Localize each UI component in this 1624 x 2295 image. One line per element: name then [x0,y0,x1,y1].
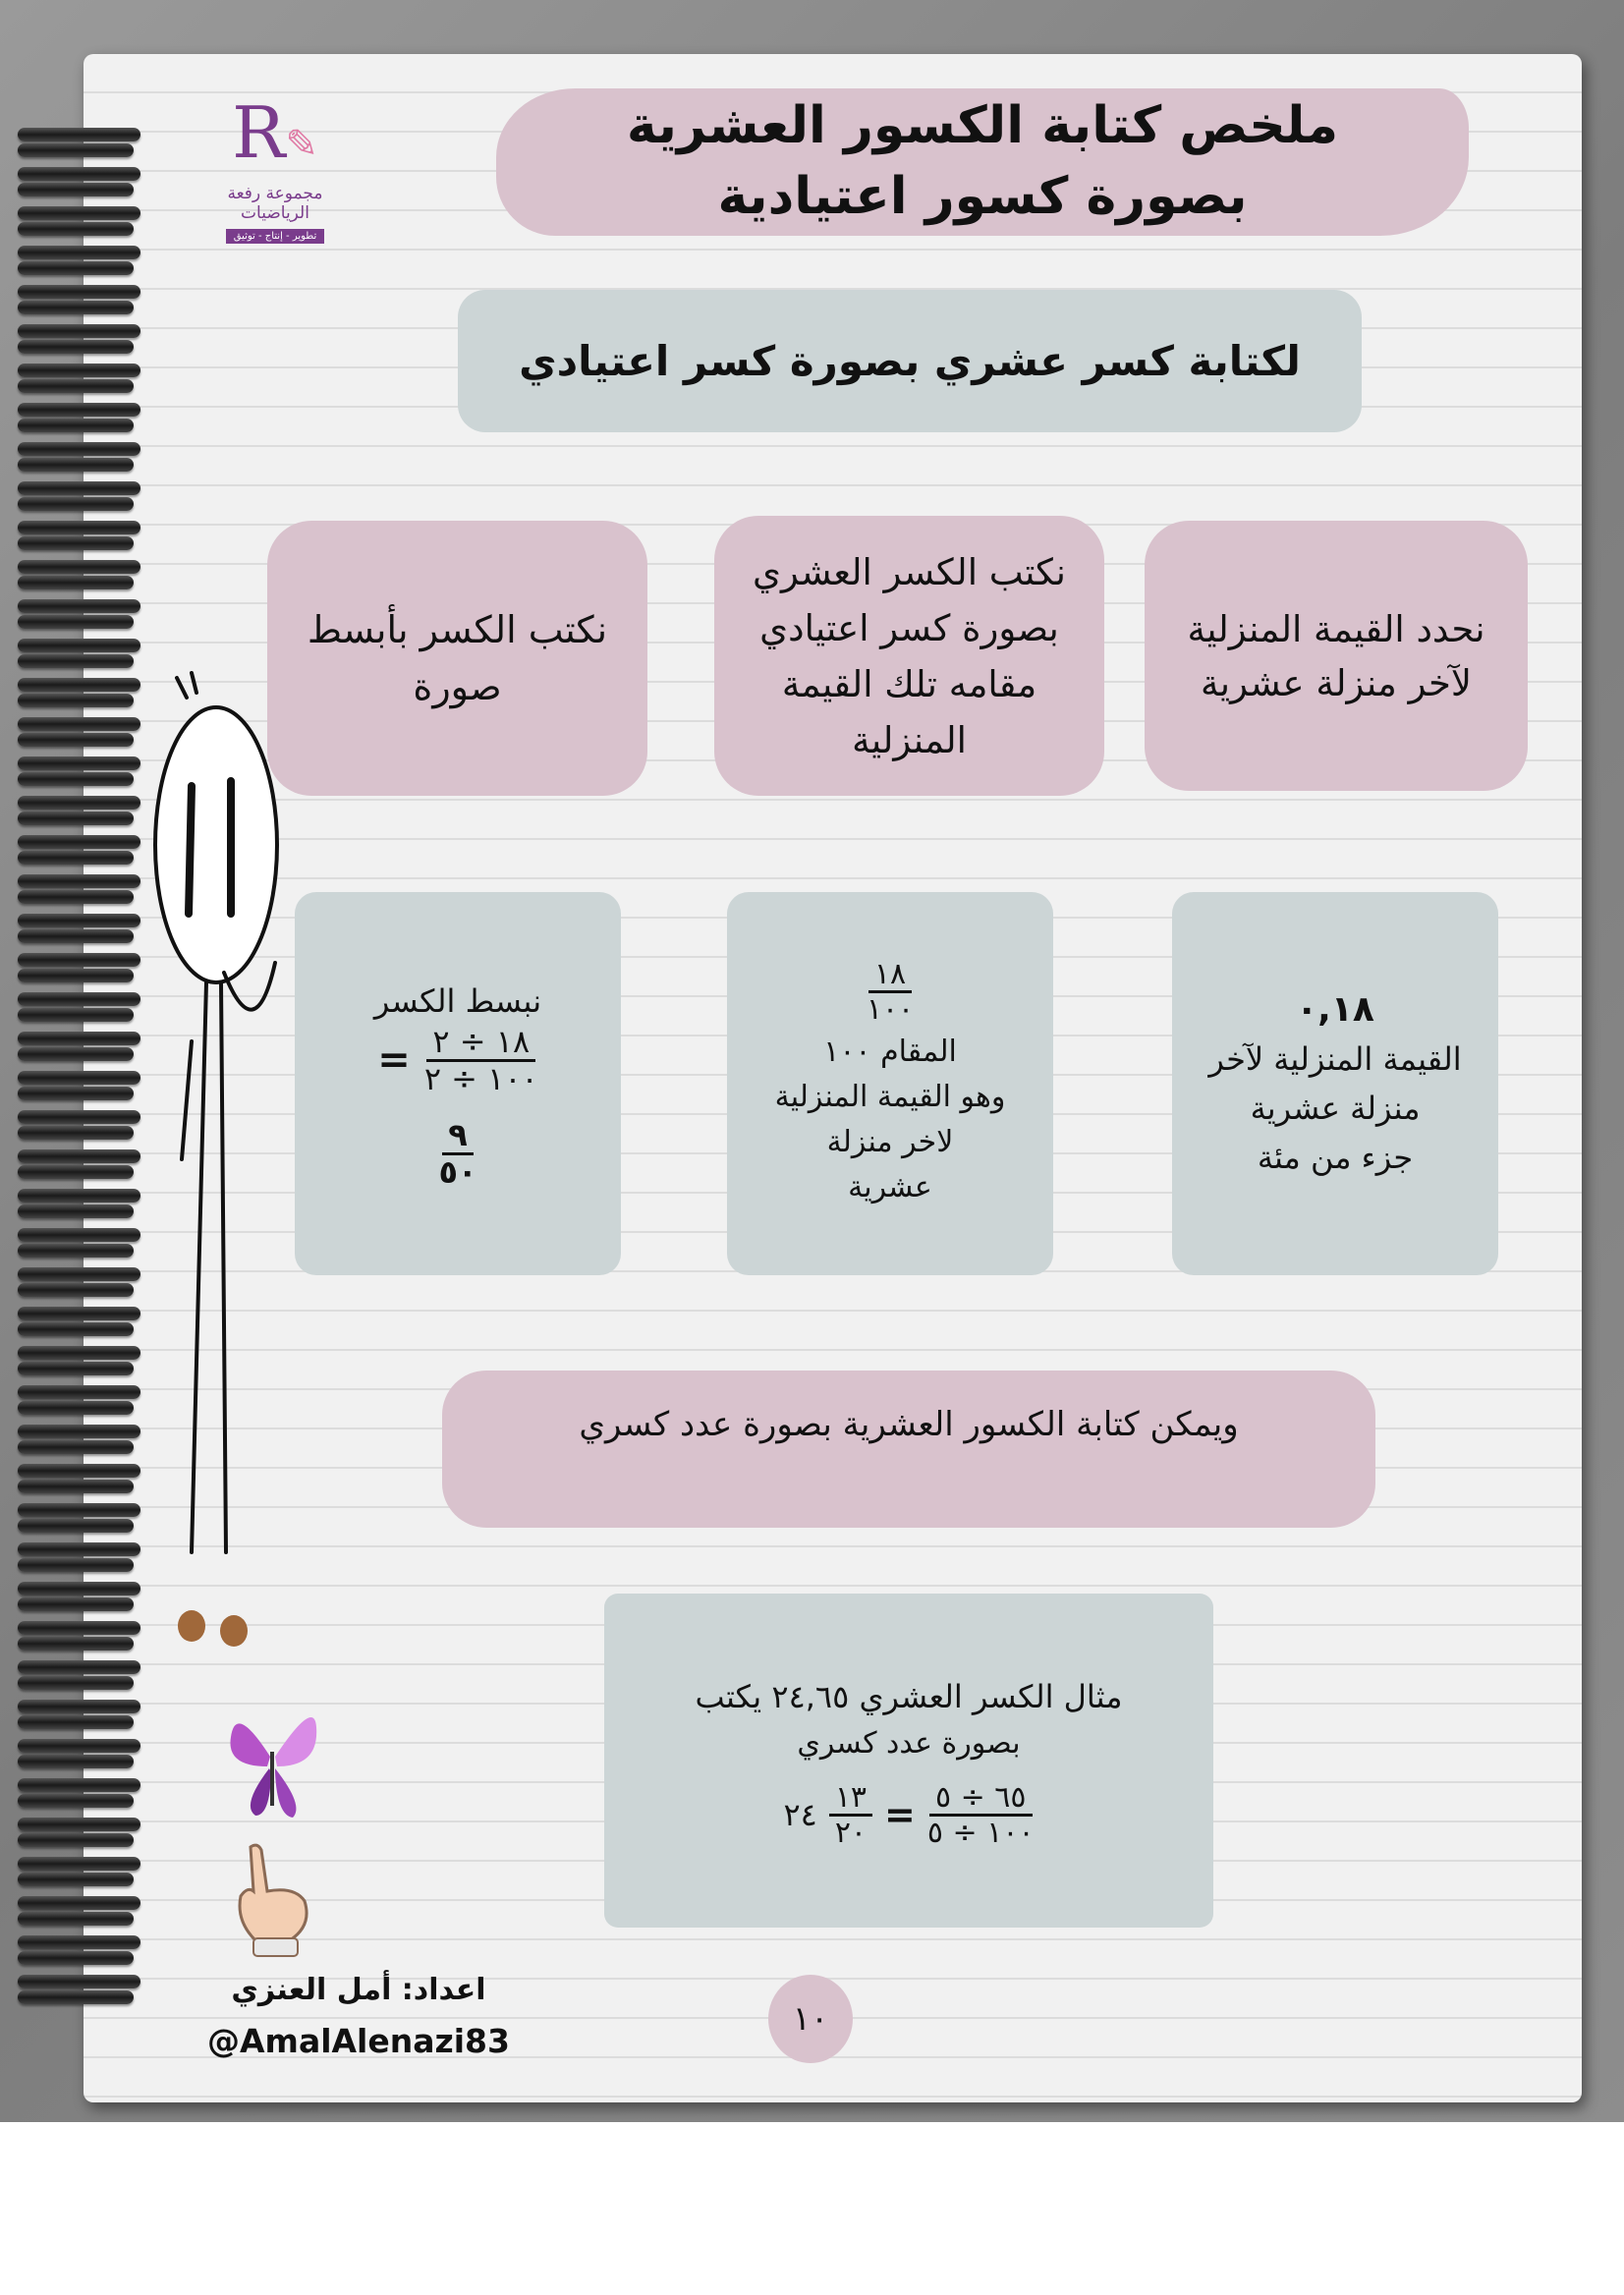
right-shoe [220,1615,248,1647]
spiral-ring [18,1558,134,1572]
step-3-card: نكتب الكسر بأبسط صورة [267,521,647,796]
spiral-ring [18,1165,134,1179]
spiral-ring [18,1307,140,1320]
spiral-ring [18,1425,140,1438]
author-handle: @AmalAlenazi83 [207,2022,510,2060]
spiral-ring [18,1975,140,1988]
spiral-ring [18,639,140,652]
calc-fraction: ٦٥ ÷ ٥ ١٠٠ ÷ ٥ [926,1779,1035,1850]
spiral-ring [18,1110,140,1124]
example-3-card: نبسط الكسر ١٨ ÷ ٢ ١٠٠ ÷ ٢ = ٩ ٥٠ [295,892,621,1275]
stick-figure-arm-left [182,1041,192,1159]
logo-mark: R✎ [232,91,318,174]
spiral-ring [18,285,140,299]
spiral-ring [18,1582,140,1595]
spiral-ring [18,1149,140,1163]
spiral-ring [18,497,134,511]
spiral-ring [18,694,134,707]
spiral-ring [18,1071,140,1085]
author-credit [196,1965,521,2067]
spiral-ring [18,1346,140,1360]
spiral-ring [18,678,140,692]
spiral-ring [18,1739,140,1753]
spiral-ring [18,1047,134,1061]
spiral-ring [18,1778,140,1792]
spiral-ring [18,1700,140,1713]
mixed-example-card: مثال الكسر العشري ٢٤,٦٥ يكتب بصورة عدد كسري ٦٥ ÷ ٥ ١٠٠ ÷ ٥ = ١٣ ٢٠ ٢٤ [604,1594,1213,1928]
book-icon: ✎ [285,122,318,167]
spiral-ring [18,835,140,849]
logo-tagline: تطوير - إنتاج - توثيق [226,229,325,244]
spiral-ring [18,143,134,157]
step-2-card: نكتب الكسر العشري بصورة كسر اعتيادي مقامه تلك القيمة المنزلية [714,516,1104,796]
spiral-ring [18,1440,134,1454]
spiral-ring [18,1794,134,1808]
spiral-ring [18,1267,140,1281]
spiral-ring [18,1660,140,1674]
spiral-ring [18,1087,134,1100]
spiral-ring [18,1385,140,1399]
spiral-ring [18,167,140,181]
spiral-ring [18,206,140,220]
spiral-ring [18,340,134,354]
title-line-2: بصورة كسور اعتيادية [717,167,1248,226]
spiral-ring [18,1621,140,1635]
page-title [550,90,1415,232]
spiral-ring [18,1283,134,1297]
spiral-ring [18,521,140,534]
spiral-ring [18,1896,140,1910]
spiral-ring [18,1755,134,1768]
spiral-ring [18,1873,134,1886]
spiral-ring [18,717,140,731]
spiral-ring [18,1597,134,1611]
spiral-ring [18,261,134,275]
spiral-ring [18,128,140,141]
spiral-ring [18,1951,134,1965]
example-1-card: ٠,١٨ القيمة المنزلية لآخر منزلة عشرية جزء من مئة [1172,892,1498,1275]
spiral-ring [18,1519,134,1533]
spiral-ring [18,1503,140,1517]
result-fraction: ٩ ٥٠ [438,1116,477,1192]
spiral-ring [18,481,140,495]
butterfly-icon [226,1698,319,1825]
example-2-card: ١٨ ١٠٠ المقام ١٠٠ وهو القيمة المنزلية لاخر منزلة عشرية [727,892,1053,1275]
stick-figure-body [192,982,226,1552]
spiral-ring [18,733,134,747]
spiral-ring [18,536,134,550]
spiral-ring [18,796,140,810]
spiral-ring [18,183,134,196]
spiral-ring [18,812,134,825]
spiral-ring [18,1204,134,1218]
spiral-ring [18,301,134,314]
logo [192,93,359,241]
stick-figure [155,673,277,1552]
spiral-ring [18,1935,140,1949]
spiral-ring [18,1542,140,1556]
spiral-ring [18,403,140,417]
step-1-card: نحدد القيمة المنزلية لآخر منزلة عشرية [1145,521,1528,791]
stick-figure-head [155,707,277,982]
fraction-18-100: ١٨ ١٠٠ [866,956,915,1027]
spiral-ring [18,1362,134,1375]
logo-group-name: مجموعة رفعة الرياضيات [227,184,323,223]
mixed-number-banner: ويمكن كتابة الكسور العشرية بصورة عدد كسري [442,1371,1375,1528]
spiral-ring [18,1244,134,1258]
spiral-ring [18,560,140,574]
spiral-ring [18,1676,134,1690]
whole-number: ٢٤ [783,1796,817,1833]
spiral-ring [18,222,134,236]
spiral-ring [18,953,140,967]
spiral-ring [18,1833,134,1847]
spiral-ring [18,246,140,259]
spiral-ring [18,756,140,770]
equals-sign: = [377,1037,411,1084]
pointing-hand-icon [226,1842,319,1960]
stick-figure-illustration [138,668,314,1670]
spiral-ring [18,1401,134,1415]
spiral-ring [18,1322,134,1336]
spiral-ring [18,615,134,629]
spiral-ring [18,1480,134,1493]
notebook-spiral [0,128,147,2014]
decimal-value: ٠,١٨ [1296,989,1374,1030]
spiral-ring [18,654,134,668]
spiral-ring [18,851,134,865]
spiral-ring [18,1126,134,1140]
spiral-ring [18,1990,134,2004]
spiral-ring [18,772,134,786]
spiral-ring [18,874,140,888]
spiral-ring [18,890,134,904]
spiral-ring [18,929,134,943]
equals-sign: = [884,1793,916,1836]
spiral-ring [18,458,134,472]
spiral-ring [18,442,140,456]
spiral-ring [18,1008,134,1022]
spiral-ring [18,1637,134,1651]
mixed-calculation [783,1781,1034,1849]
method-banner: لكتابة كسر عشري بصورة كسر اعتيادي [458,290,1362,432]
spiral-ring [18,1715,134,1729]
spiral-ring [18,1464,140,1478]
spiral-ring [18,576,134,589]
spiral-ring [18,599,140,613]
spiral-ring [18,1228,140,1242]
spiral-ring [18,1189,140,1203]
spiral-ring [18,324,140,338]
result-fraction: ١٣ ٢٠ [829,1781,872,1849]
spiral-ring [18,914,140,927]
author-name: اعداد: أمل العنزي [231,1973,486,2007]
spiral-ring [18,1857,140,1871]
spiral-ring [18,1912,134,1926]
stick-figure-hair [177,673,196,698]
spiral-ring [18,969,134,982]
spiral-ring [18,379,134,393]
left-shoe [178,1610,205,1642]
page-number-badge: ١٠ [768,1975,853,2063]
spiral-ring [18,1032,140,1045]
spiral-ring [18,364,140,377]
simplify-fraction: ١٨ ÷ ٢ ١٠٠ ÷ ٢ [423,1022,538,1097]
spiral-ring [18,992,140,1006]
title-line-1: ملخص كتابة الكسور العشرية [626,96,1339,155]
spiral-ring [18,419,134,432]
spiral-ring [18,1818,140,1831]
